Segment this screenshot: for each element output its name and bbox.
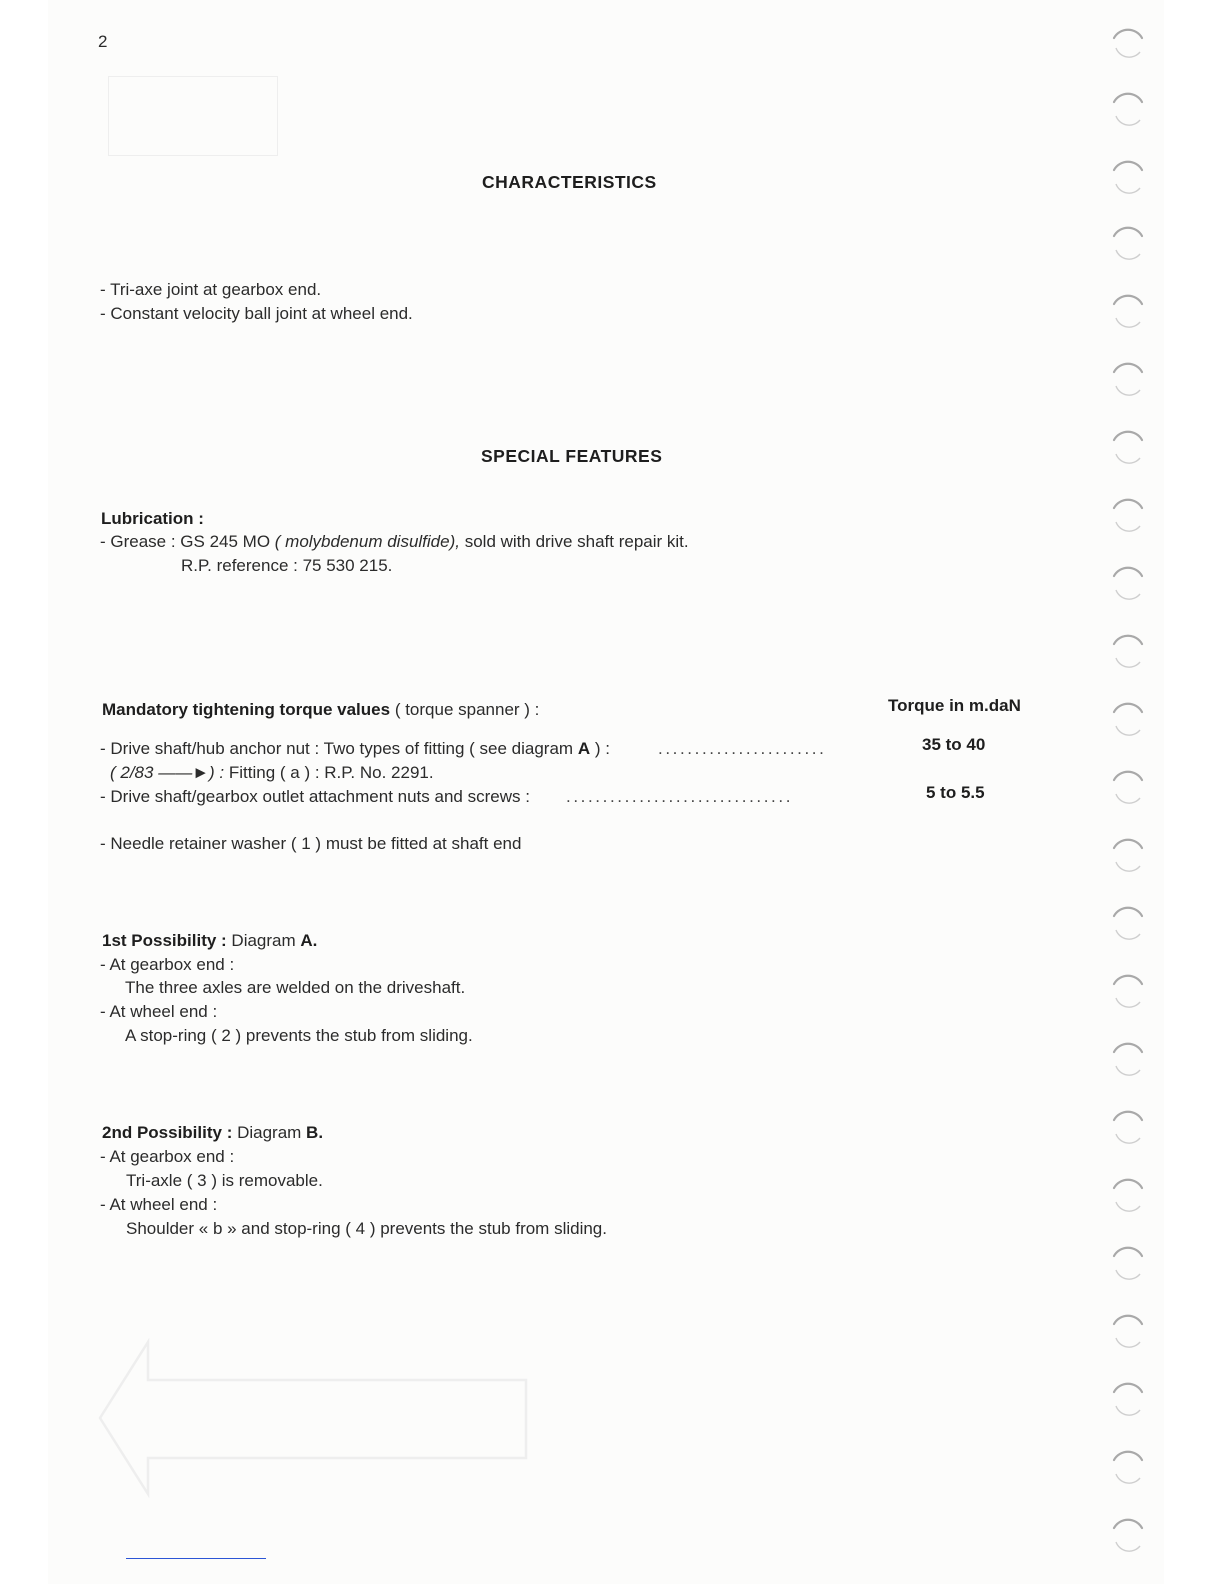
hub-nut-text: - Drive shaft/hub anchor nut : Two types of fitting ( see diagram [100, 739, 578, 758]
hub-nut-end: ) : [590, 739, 610, 758]
possibility-2-label [102, 1121, 323, 1145]
possibility-2-diagram-letter: B. [306, 1123, 324, 1142]
binder-holes-icon [1100, 0, 1160, 1584]
possibility-2-line: Shoulder « b » and stop-ring ( 4 ) prevents the stub from sliding. [126, 1219, 607, 1238]
leader-dots: ....................... [658, 739, 827, 758]
torque-row-hub-nut-note [110, 761, 434, 785]
grease-suffix: sold with drive shaft repair kit. [459, 532, 689, 551]
possibility-1-line: - At gearbox end : [100, 955, 235, 974]
grease-prefix: - Grease : GS 245 MO [100, 532, 275, 551]
torque-value-gearbox-nuts: 5 to 5.5 [926, 783, 985, 802]
possibility-2-diagram-text: Diagram [232, 1123, 307, 1142]
lubrication-label-text: Lubrication : [101, 509, 204, 528]
grease-line [100, 530, 689, 554]
bleed-through-arrow-icon [96, 1338, 536, 1498]
grease-italic: ( molybdenum disulfide), [274, 532, 460, 551]
possibility-1-line: A stop-ring ( 2 ) prevents the stub from sliding. [125, 1026, 473, 1045]
torque-value-hub-nut: 35 to 40 [922, 735, 986, 754]
hub-nut-note-date: ( 2/83 ——►) : [110, 763, 225, 782]
blue-underline [126, 1558, 266, 1559]
leader-dots: ............................... [566, 787, 794, 806]
possibility-2-line: Tri-axle ( 3 ) is removable. [126, 1171, 323, 1190]
torque-column-header: Torque in m.daN [888, 696, 1021, 715]
possibility-1-label [102, 929, 317, 953]
page-number: 2 [98, 32, 108, 51]
torque-row-hub-nut [100, 737, 610, 761]
characteristic-line: - Tri-axe joint at gearbox end. [100, 280, 322, 299]
possibility-1-line: - At wheel end : [100, 1002, 218, 1021]
characteristic-line: - Constant velocity ball joint at wheel end. [100, 304, 413, 323]
needle-washer-note: - Needle retainer washer ( 1 ) must be fitted at shaft end [100, 834, 522, 853]
possibility-2-line: - At wheel end : [100, 1195, 218, 1214]
grease-reference: R.P. reference : 75 530 215. [181, 556, 393, 575]
hub-nut-note-text: Fitting ( a ) : R.P. No. 2291. [224, 763, 434, 782]
possibility-1-diagram-letter: A. [300, 931, 318, 950]
characteristics-heading: CHARACTERISTICS [482, 172, 657, 192]
special-features-heading: SPECIAL FEATURES [481, 446, 663, 466]
torque-label-rest: ( torque spanner ) : [390, 700, 540, 719]
torque-label [102, 698, 539, 722]
hub-nut-diagram: A [577, 739, 591, 758]
lubrication-label [101, 507, 204, 531]
possibility-1-title: 1st Possibility : [102, 931, 227, 950]
torque-row-gearbox-nuts: - Drive shaft/gearbox outlet attachment nuts and screws : [100, 787, 530, 806]
possibility-2-title: 2nd Possibility : [102, 1123, 233, 1142]
possibility-1-diagram-text: Diagram [226, 931, 301, 950]
bleed-through-box [108, 76, 278, 156]
possibility-1-line: The three axles are welded on the driveshaft. [125, 978, 466, 997]
possibility-2-line: - At gearbox end : [100, 1147, 235, 1166]
torque-label-bold: Mandatory tightening torque values [102, 700, 391, 719]
